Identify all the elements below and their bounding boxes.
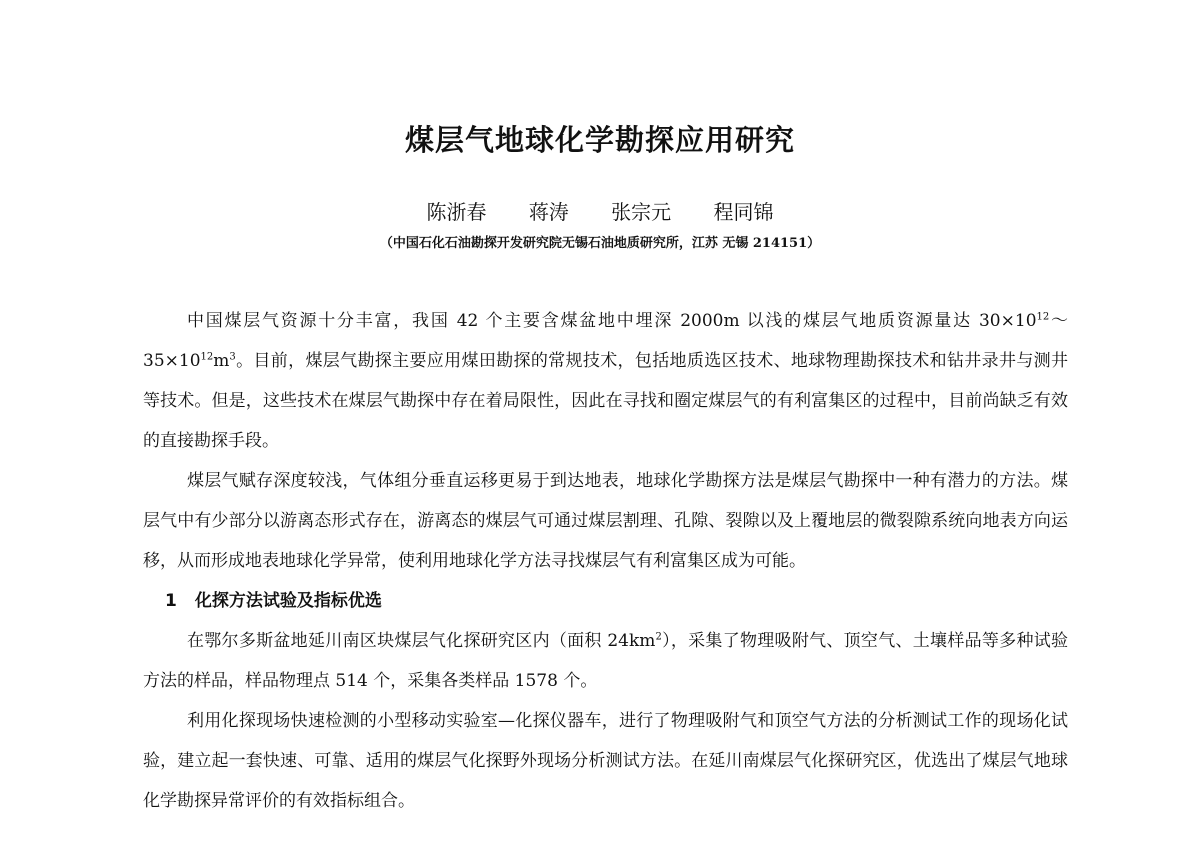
text-run: ），采集了物理吸附气、顶空气、土壤样品等多种试验方法的样品，样品物理点 514 个，采集各类样品 1578 个。 <box>143 631 1069 691</box>
superscript: 3 <box>229 351 236 363</box>
text-run: 在鄂尔多斯盆地延川南区块煤层气化探研究区内（面积 24km <box>187 631 656 651</box>
section-heading <box>143 581 1068 621</box>
section-title: 化探方法试验及指标优选 <box>194 591 382 611</box>
text-run: 中国煤层气资源十分丰富，我国 42 个主要含煤盆地中埋深 2000m 以浅的煤层气地质资源量达 30×10 <box>187 311 1037 331</box>
author-list <box>0 196 1200 228</box>
superscript: 12 <box>200 351 214 363</box>
paragraph-sampling <box>143 621 1068 701</box>
author-name: 张宗元 <box>611 200 672 224</box>
author-name: 蒋涛 <box>528 200 569 224</box>
author-name: 程同锦 <box>713 200 774 224</box>
paper-body <box>143 301 1068 821</box>
paper-title: 煤层气地球化学勘探应用研究 <box>404 123 795 157</box>
paragraph-method-rationale: 煤层气赋存深度较浅，气体组分垂直运移更易于到达地表，地球化学勘探方法是煤层气勘探中一种有潜力的方法。煤层气中有少部分以游离态形式存在，游离态的煤层气可通过煤层割理、孔隙、裂隙以及上覆地层的微裂隙系统向地表方向运移，从而形成地表地球化学异常，使利用地球化学方法寻找煤层气有利富集区成为可能。 <box>143 471 1068 571</box>
text-run: ～35×10 <box>143 311 1069 371</box>
author-affiliation: （中国石化石油勘探开发研究院无锡石油地质研究所，江苏 无锡 214151） <box>379 236 821 251</box>
text-run: m <box>213 351 230 371</box>
superscript: 12 <box>1036 311 1050 323</box>
text-run: 。目前，煤层气勘探主要应用煤田勘探的常规技术，包括地质选区技术、地球物理勘探技术和钻井录井与测井等技术。但是，这些技术在煤层气勘探中存在着局限性，因此在寻找和圈定煤层气的有利富集区的过程中，目前尚缺乏有效的直接勘探手段。 <box>143 351 1068 451</box>
paragraph-intro <box>143 301 1068 461</box>
superscript: 2 <box>655 631 662 643</box>
section-number: 1 <box>165 591 177 611</box>
author-name: 陈浙春 <box>426 200 487 224</box>
paragraph-field-testing: 利用化探现场快速检测的小型移动实验室—化探仪器车，进行了物理吸附气和顶空气方法的分析测试工作的现场化试验，建立起一套快速、可靠、适用的煤层气化探野外现场分析测试方法。在延川南煤层气化探研究区，优选出了煤层气地球化学勘探异常评价的有效指标组合。 <box>143 711 1068 811</box>
